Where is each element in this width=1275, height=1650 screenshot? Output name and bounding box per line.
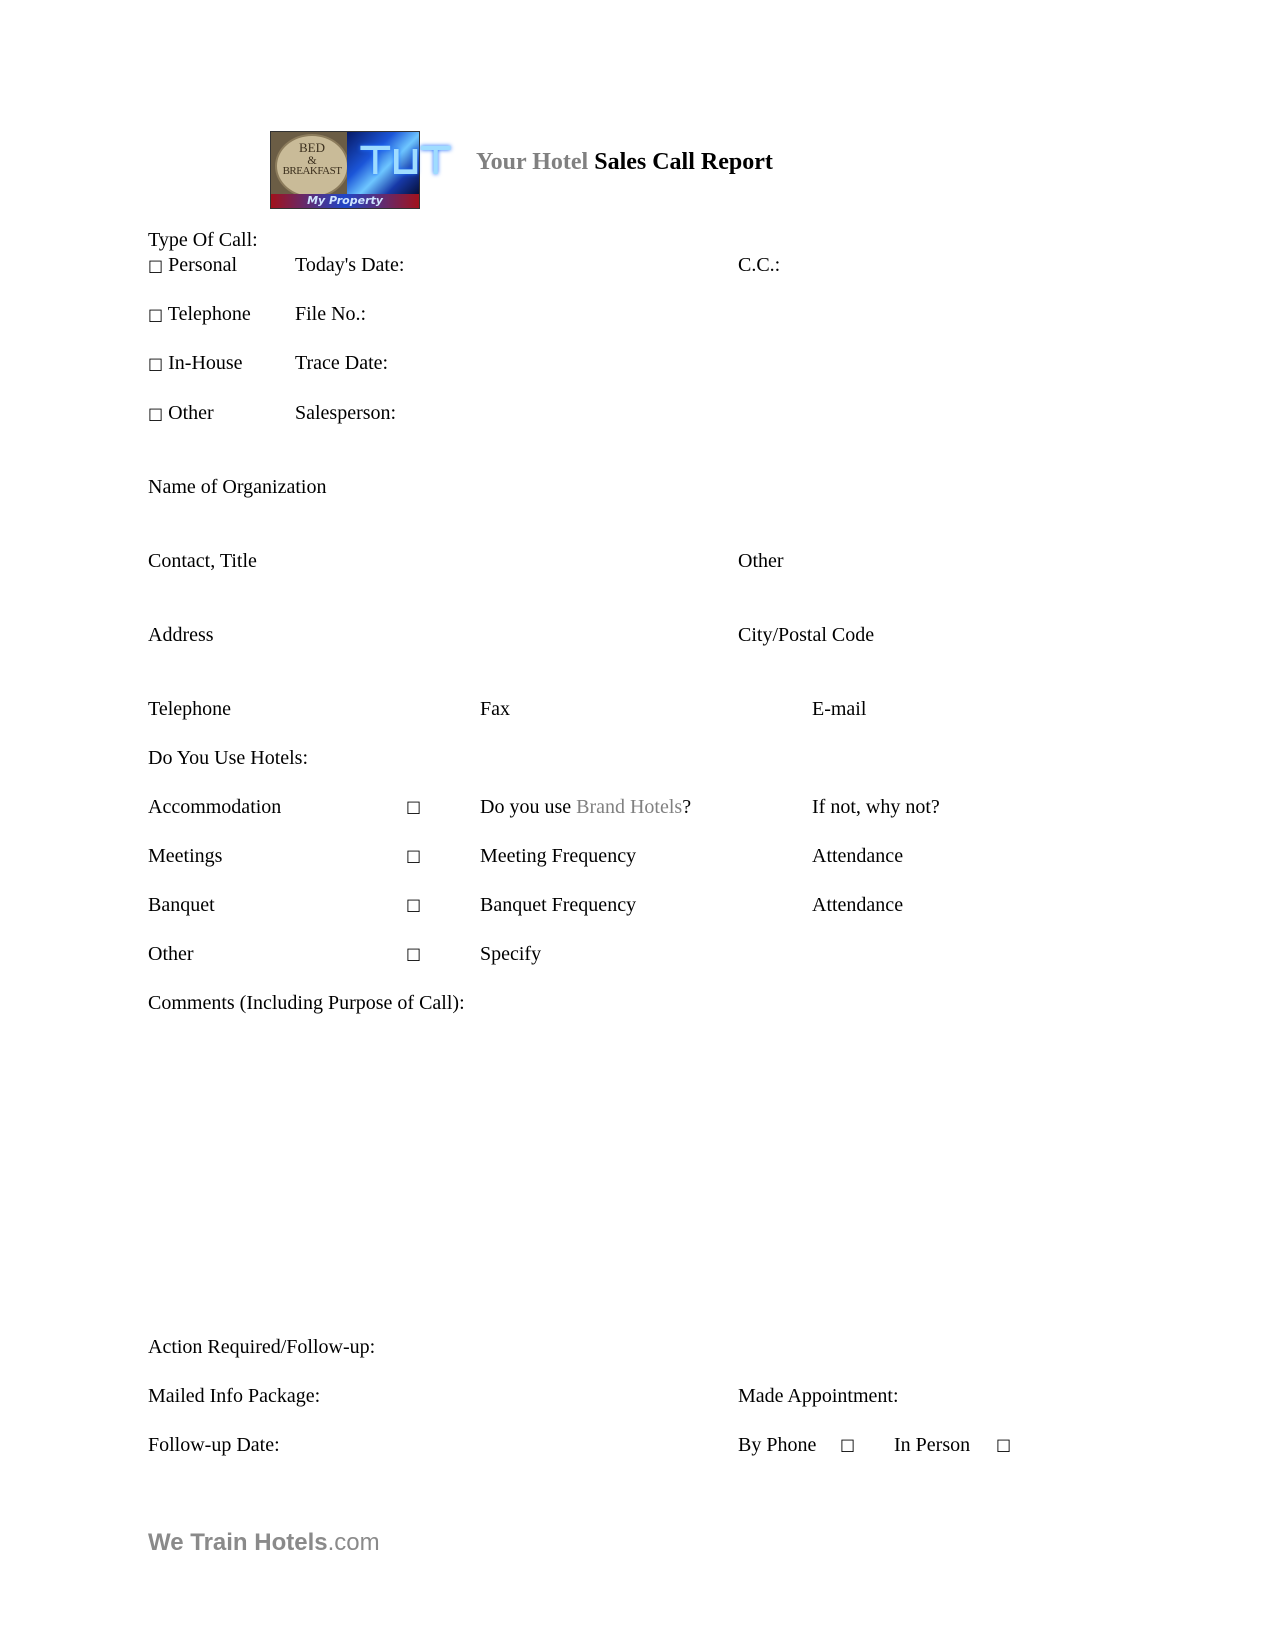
file-no-label: File No.: [295, 303, 367, 325]
usage-other-label: Other [148, 943, 194, 965]
footer-brand-logo [148, 1528, 380, 1558]
made-appointment-label: Made Appointment: [738, 1385, 899, 1407]
follow-up-heading: Action Required/Follow-up: [148, 1336, 376, 1358]
mailed-info-label: Mailed Info Package: [148, 1385, 321, 1407]
brand-question-prefix: Do you use [480, 796, 577, 818]
call-type-label: Telephone [167, 303, 251, 325]
accommodation-checkbox[interactable]: □ [406, 797, 422, 816]
other-usage-checkbox[interactable]: □ [406, 944, 422, 963]
bed-and-breakfast-seal [275, 134, 349, 198]
usage-meetings-label: Meetings [148, 845, 223, 867]
banquet-attendance-label: Attendance [812, 894, 904, 916]
brand-name: We Train Hotels [148, 1529, 328, 1556]
if-not-why-label: If not, why not? [812, 796, 940, 818]
salesperson-label: Salesperson: [295, 402, 397, 424]
brand-hotels-question [480, 795, 691, 819]
checkbox-icon[interactable]: □ [148, 404, 164, 423]
hotel-usage-heading: Do You Use Hotels: [148, 747, 309, 769]
property-logo [270, 131, 450, 209]
title-report-name: Sales Call Report [594, 149, 773, 175]
brand-question-suffix: ? [682, 796, 692, 818]
telephone-label: Telephone [148, 698, 232, 720]
brand-hotels-highlight: Brand Hotels [576, 796, 683, 818]
usage-accommodation-label: Accommodation [148, 796, 282, 818]
todays-date-label: Today's Date: [295, 254, 405, 276]
email-label: E-mail [812, 698, 867, 720]
city-postal-label: City/Postal Code [738, 624, 875, 646]
neon-sign-icon: ⊤⊔⊤ [357, 138, 450, 184]
call-type-personal[interactable] [148, 253, 237, 278]
page-title [476, 148, 773, 176]
checkbox-icon[interactable]: □ [148, 305, 164, 324]
logo-seal-line2: & [307, 153, 317, 167]
checkbox-icon[interactable]: □ [148, 256, 164, 275]
call-type-label: In-House [168, 352, 243, 374]
title-hotel-name: Your Hotel [476, 149, 589, 175]
trace-date-label: Trace Date: [295, 352, 389, 374]
logo-seal-area [271, 132, 347, 196]
by-phone-label: By Phone [738, 1434, 817, 1456]
by-phone-checkbox[interactable]: □ [840, 1435, 856, 1454]
address-label: Address [148, 624, 214, 646]
cc-label: C.C.: [738, 254, 781, 276]
type-of-call-heading: Type Of Call: [148, 229, 258, 251]
specify-label: Specify [480, 943, 542, 965]
logo-neon-graphic [347, 132, 450, 196]
comments-heading: Comments (Including Purpose of Call): [148, 992, 465, 1014]
in-person-label: In Person [894, 1434, 971, 1456]
meeting-frequency-label: Meeting Frequency [480, 845, 637, 867]
call-type-telephone[interactable] [148, 302, 251, 327]
logo-seal-line1: BED [299, 140, 325, 155]
contact-title-label: Contact, Title [148, 550, 257, 572]
call-type-label: Other [168, 402, 214, 424]
call-type-label: Personal [168, 254, 238, 276]
logo-seal-line3: BREAKFAST [282, 165, 342, 177]
brand-domain-suffix: .com [327, 1529, 380, 1556]
organization-name-label: Name of Organization [148, 476, 327, 498]
logo-banner: My Property [271, 194, 419, 208]
other-contact-label: Other [738, 550, 784, 572]
banquet-frequency-label: Banquet Frequency [480, 894, 637, 916]
in-person-checkbox[interactable]: □ [996, 1435, 1012, 1454]
follow-up-date-label: Follow-up Date: [148, 1434, 280, 1456]
meeting-attendance-label: Attendance [812, 845, 904, 867]
call-type-other[interactable] [148, 401, 214, 426]
meetings-checkbox[interactable]: □ [406, 846, 422, 865]
fax-label: Fax [480, 698, 510, 720]
checkbox-icon[interactable]: □ [148, 354, 164, 373]
call-type-in-house[interactable] [148, 351, 243, 376]
banquet-checkbox[interactable]: □ [406, 895, 422, 914]
usage-banquet-label: Banquet [148, 894, 215, 916]
